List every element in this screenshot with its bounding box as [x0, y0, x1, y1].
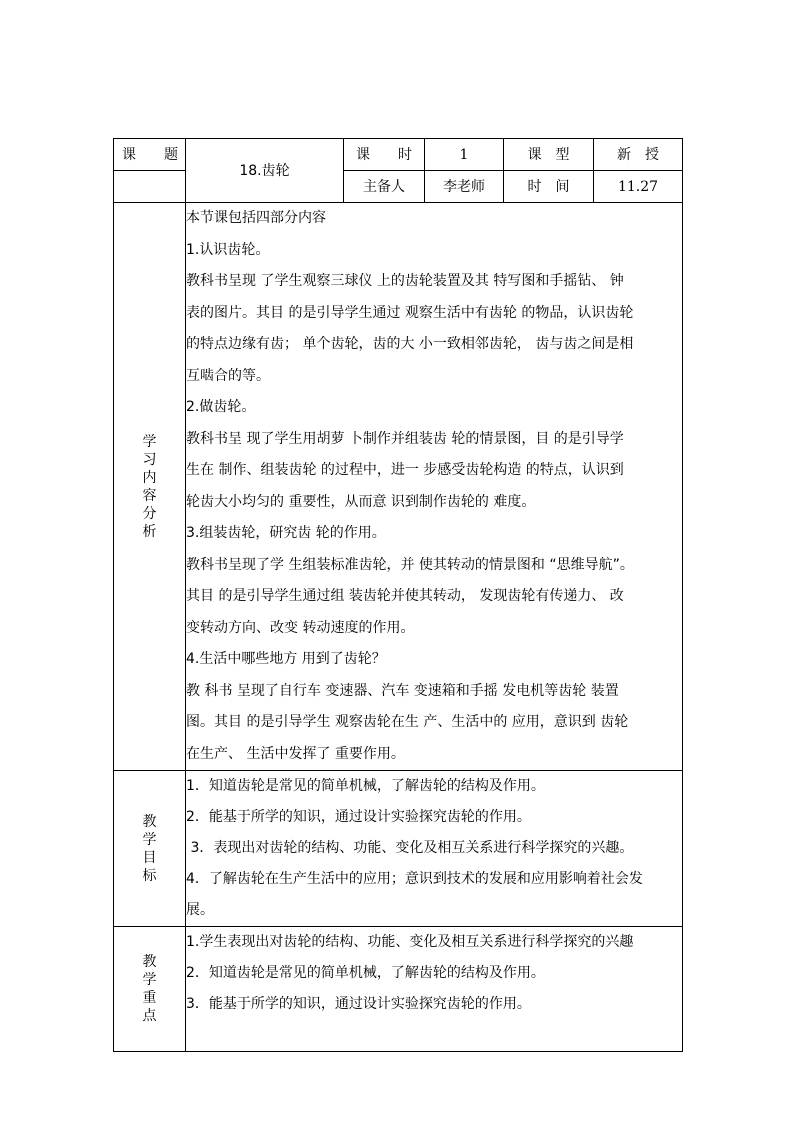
analysis-label-char: 分: [142, 505, 157, 522]
goal-line: 3．表现出对齿轮的结构、功能、变化及相互关系进行科学探究的兴趣。: [186, 840, 634, 856]
analysis-content: [186, 203, 683, 771]
goal-line: 展。: [186, 902, 214, 918]
period-value: 1: [425, 139, 504, 171]
goals-label-char: 教: [142, 813, 157, 830]
goals-content: [186, 771, 683, 927]
analysis-line: 变转动方向、改变 转动速度的作用。: [186, 619, 415, 636]
header-row-1: [114, 139, 683, 171]
analysis-row: [114, 203, 683, 771]
analysis-line: 3.组装齿轮，研究齿 轮的作用。: [186, 525, 386, 541]
empty-cell: [114, 171, 186, 203]
goal-line: 4．了解齿轮在生产生活中的应用；意识到技术的发展和应用影响着社会发: [186, 871, 643, 887]
analysis-line: 图。其目 的是引导学生 观察齿轮在生 产、生活中的 应用，意识到 齿轮: [186, 714, 629, 730]
analysis-line: 生在 制作、组装齿轮 的过程中，进一 步感受齿轮构造 的特点，认识到: [186, 462, 624, 478]
analysis-label-char: 析: [142, 523, 157, 540]
keypoint-line: 3．能基于所学的知识，通过设计实验探究齿轮的作用。: [186, 996, 531, 1012]
goals-label-char: 学: [142, 831, 157, 848]
keypoints-row: [114, 927, 683, 1052]
analysis-line: 轮齿大小均匀的 重要性，从而意 识到制作齿轮的 难度。: [186, 493, 536, 510]
keypoints-label: [114, 927, 186, 1052]
analysis-line: 教 科书 呈现了自行车 变速器、汽车 变速箱和手摇 发电机等齿轮 装置: [186, 682, 619, 699]
analysis-label-char: 习: [142, 451, 157, 468]
analysis-line: 的特点边缘有齿； 单个齿轮，齿的大 小一致相邻齿轮， 齿与齿之间是相: [186, 336, 634, 352]
analysis-line: 其目 的是引导学生通过组 装齿轮并使其转动， 发现齿轮有传递力、 改: [186, 588, 624, 604]
goals-label: [114, 771, 186, 927]
topic-label: 课 题: [114, 139, 186, 171]
analysis-label-char: 学: [142, 433, 157, 450]
analysis-line: 教科书呈 现了学生用胡萝 卜制作并组装齿 轮的情景图，目 的是引导学: [186, 430, 624, 447]
keypoint-line: 1.学生表现出对齿轮的结构、功能、变化及相互关系进行科学探究的兴趣: [186, 934, 634, 950]
analysis-line: 互啮合的等。: [186, 367, 270, 384]
keypoint-line: 2．知道齿轮是常见的简单机械，了解齿轮的结构及作用。: [186, 965, 545, 981]
goals-row: [114, 771, 683, 927]
keypoints-label-char: 教: [142, 954, 157, 970]
type-value: 新 授: [594, 139, 683, 171]
analysis-line: 4.生活中哪些地方 用到了齿轮？: [186, 651, 386, 667]
keypoints-label-char: 重: [142, 990, 157, 1006]
analysis-line: 2.做齿轮。: [186, 399, 256, 415]
preparer-value: 李老师: [425, 171, 504, 203]
period-label: 课 时: [344, 139, 425, 171]
analysis-line: 在生产、 生活中发挥了 重要作用。: [186, 745, 405, 762]
type-label: 课 型: [504, 139, 594, 171]
analysis-label: [114, 203, 186, 771]
analysis-line: 教科书呈现 了学生观察三球仪 上的齿轮装置及其 特写图和手摇钻、 钟: [186, 273, 624, 289]
keypoints-content: [186, 927, 683, 1052]
date-label: 时 间: [504, 171, 594, 203]
lesson-plan-table: [113, 138, 683, 1052]
analysis-line: 本节课包括四部分内容: [186, 210, 326, 226]
goal-line: 2．能基于所学的知识，通过设计实验探究齿轮的作用。: [186, 809, 531, 825]
preparer-label: 主备人: [344, 171, 425, 203]
analysis-label-char: 容: [142, 487, 157, 504]
analysis-label-char: 内: [142, 469, 157, 486]
keypoints-label-char: 点: [142, 1008, 157, 1024]
goals-label-char: 标: [142, 867, 157, 884]
keypoints-label-char: 学: [142, 972, 157, 988]
analysis-line: 教科书呈现了学 生组装标准齿轮，并 使其转动的情景图和 “思维导航”。: [186, 556, 634, 573]
topic-value: 18.齿轮: [186, 139, 344, 203]
goals-label-char: 目: [142, 849, 157, 866]
analysis-line: 表的图片。其目 的是引导学生通过 观察生活中有齿轮 的物品，认识齿轮: [186, 304, 634, 321]
analysis-line: 1.认识齿轮。: [186, 241, 270, 258]
date-value: 11.27: [594, 171, 683, 203]
goal-line: 1．知道齿轮是常见的简单机械，了解齿轮的结构及作用。: [186, 778, 545, 794]
